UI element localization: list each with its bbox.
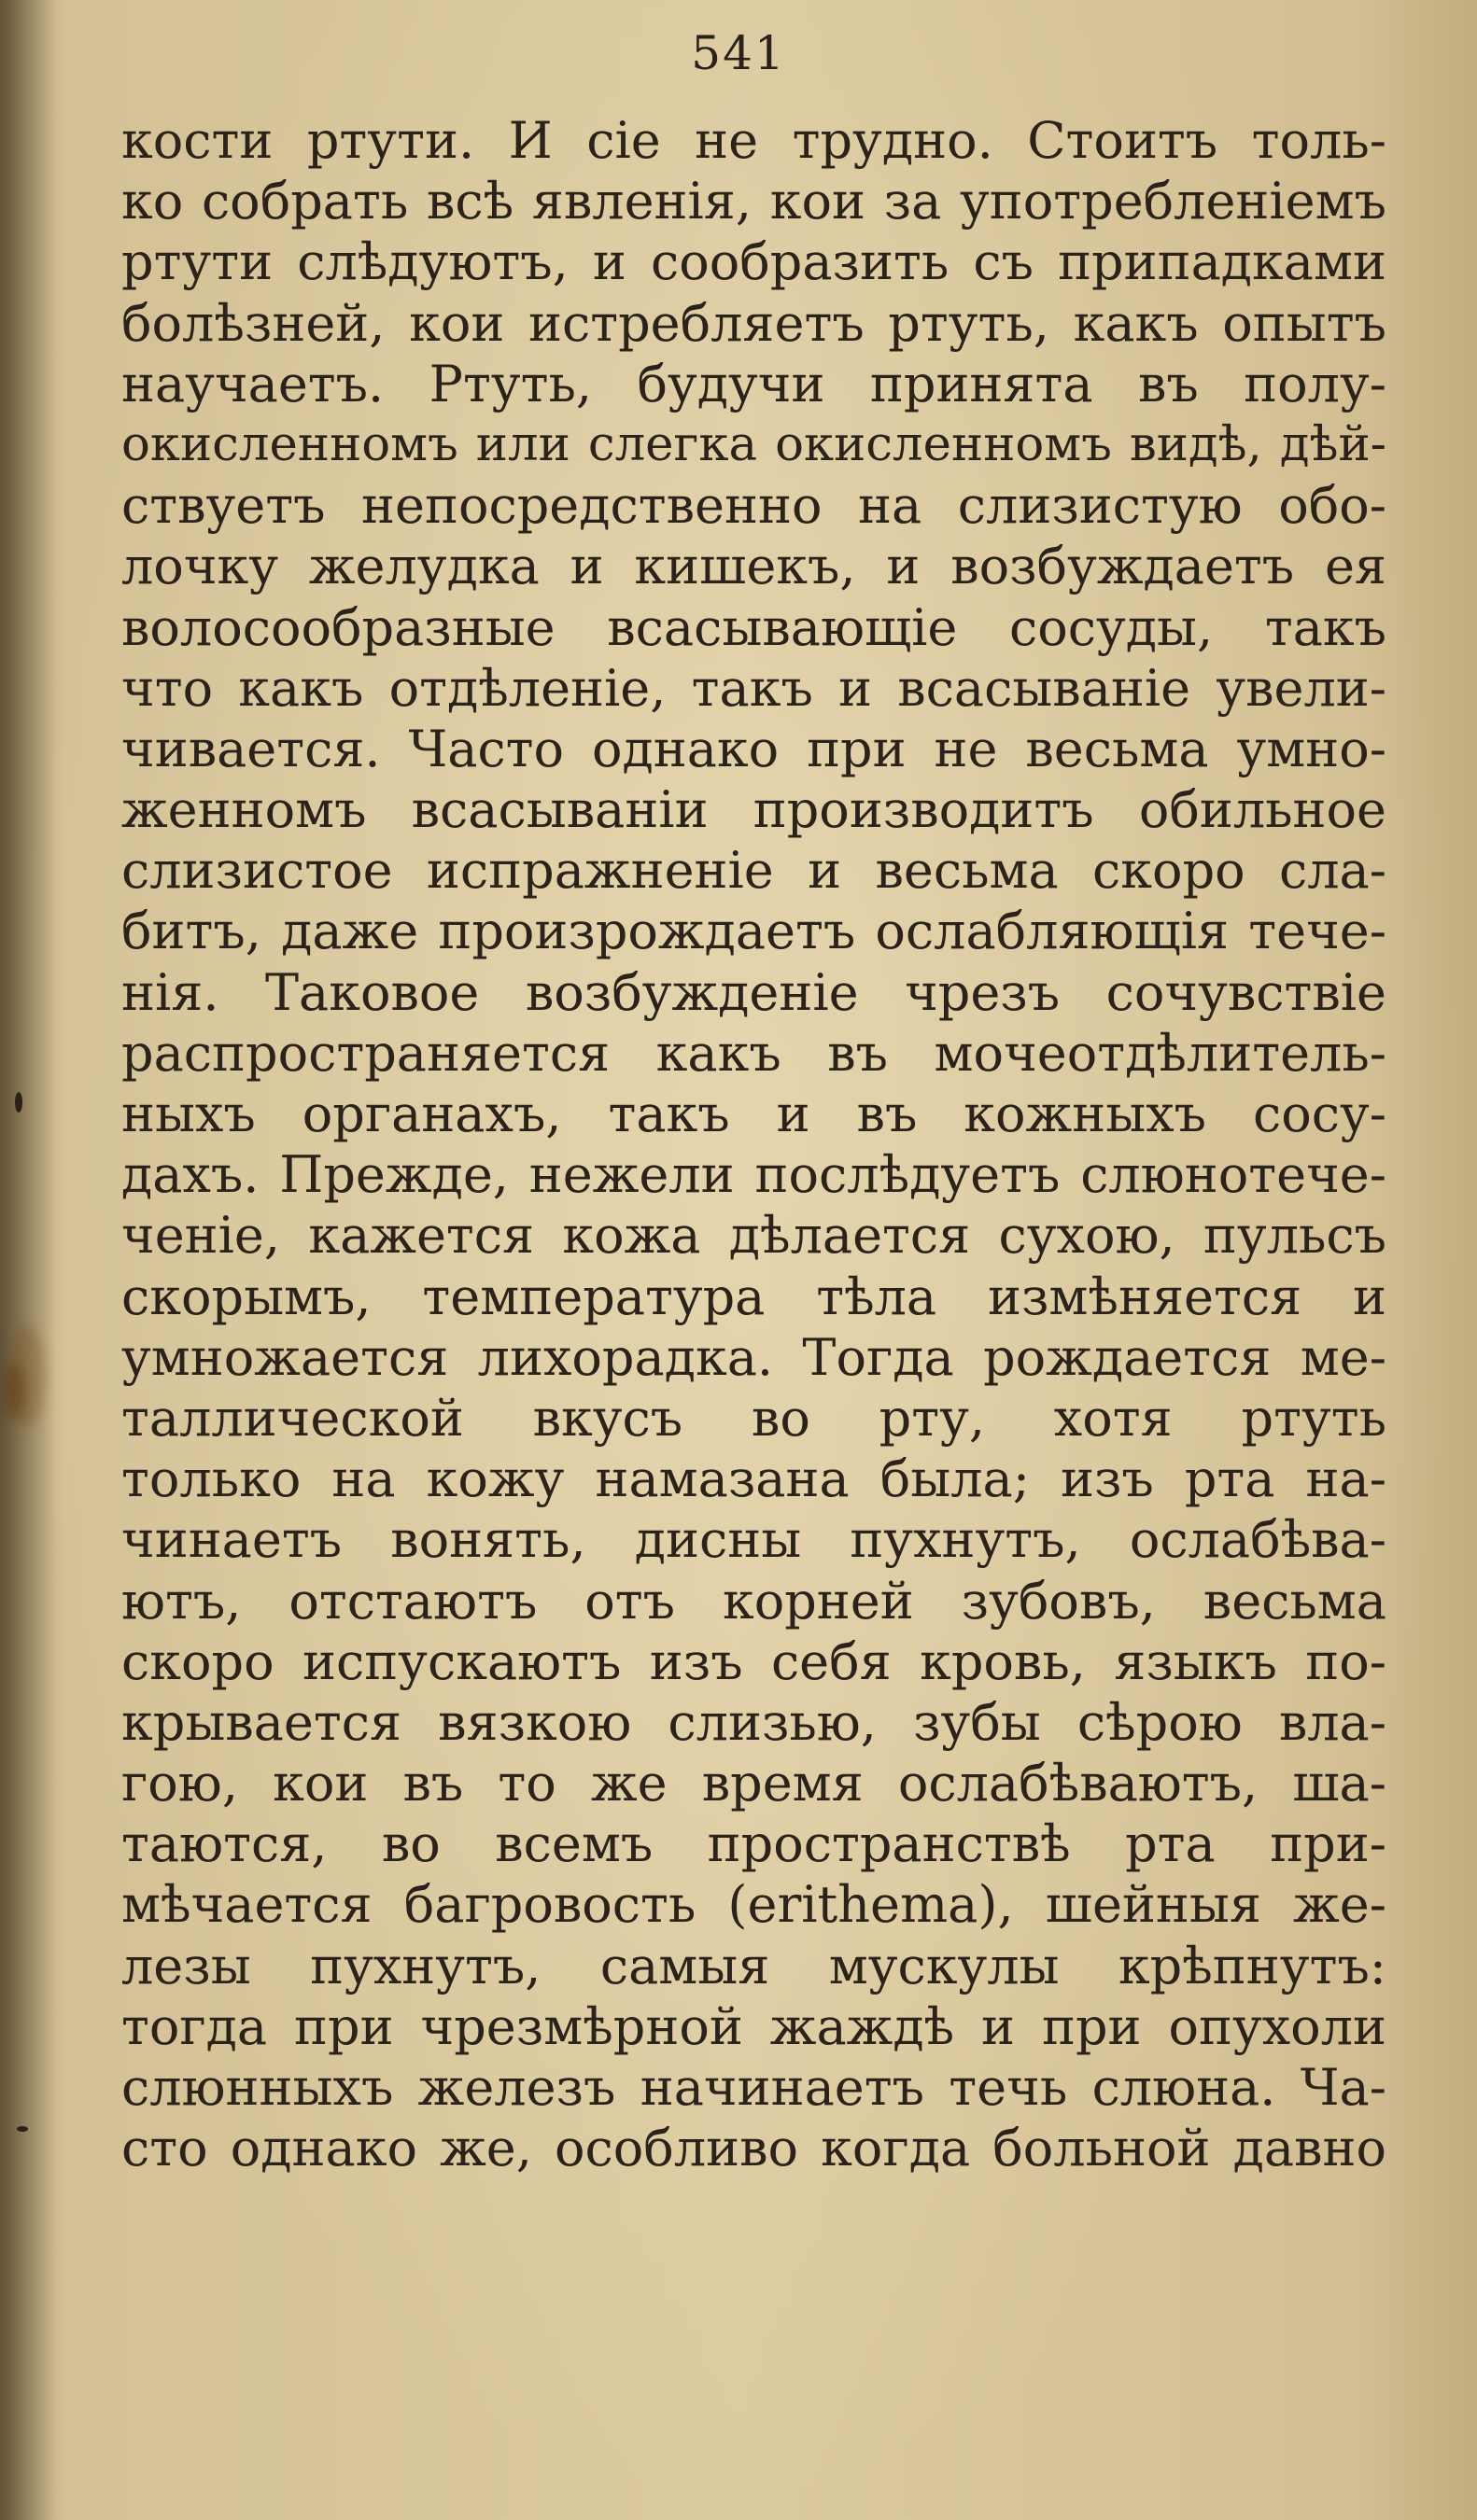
text-line: чивается. Часто однако при не весьма умно-	[121, 719, 1386, 778]
text-line: ко собрать всѣ явленія, кои за употребленіемъ	[121, 172, 1386, 231]
ink-dot	[15, 1092, 22, 1113]
text-line: окисленномъ или слегка окисленномъ видѣ, дѣй-	[121, 415, 1386, 472]
text-line: тогда при чрезмѣрной жаждѣ и при опухоли	[121, 1996, 1386, 2056]
text-line: таются, во всемъ пространствѣ рта при-	[121, 1814, 1386, 1874]
text-line: лезы пухнутъ, самыя мускулы крѣпнутъ:	[121, 1936, 1386, 1995]
text-line: кости ртути. И сіе не трудно. Стоитъ толь-	[121, 111, 1386, 170]
text-line: только на кожу намазана была; изъ рта на-	[121, 1449, 1386, 1509]
text-line: крывается вязкою слизью, зубы сѣрою вла-	[121, 1692, 1386, 1752]
ink-dot	[17, 2126, 28, 2132]
text-line: слюнныхъ железъ начинаетъ течь слюна. Ча-	[121, 2058, 1386, 2117]
text-line: научаетъ. Ртуть, будучи принята въ полу-	[121, 354, 1386, 413]
text-line: таллической вкусъ во рту, хотя ртуть	[121, 1388, 1386, 1448]
text-line: болѣзней, кои истребляетъ ртуть, какъ опытъ	[121, 293, 1386, 353]
text-line: битъ, даже произрождаетъ ослабляющія тече-	[121, 902, 1386, 961]
text-line: скоро испускаютъ изъ себя кровь, языкъ по-	[121, 1631, 1386, 1691]
text-line: ченіе, кажется кожа дѣлается сухою, пульсъ	[121, 1206, 1386, 1266]
text-line: женномъ всасываніи производитъ обильное	[121, 780, 1386, 840]
body-text	[121, 110, 1386, 2178]
text-line: чинаетъ вонять, дисны пухнутъ, ослабѣва-	[121, 1510, 1386, 1570]
text-line: дахъ. Прежде, нежели послѣдуетъ слюнотече-	[121, 1145, 1386, 1205]
text-line: лочку желудка и кишекъ, и возбуждаетъ ея	[121, 537, 1386, 596]
text-line: слизистое испражненіе и весьма скоро сла-	[121, 841, 1386, 901]
text-line: умножается лихорадка. Тогда рождается ме-	[121, 1327, 1386, 1387]
text-line: гою, кои въ то же время ослабѣваютъ, ша-	[121, 1754, 1386, 1813]
text-line: распространяется какъ въ мочеотдѣлитель-	[121, 1023, 1386, 1083]
text-line: ртути слѣдуютъ, и сообразить съ припадками	[121, 232, 1386, 292]
gutter-shadow	[0, 0, 56, 2520]
text-line: ныхъ органахъ, такъ и въ кожныхъ сосу-	[121, 1085, 1386, 1143]
text-line: сто однако же, особливо когда больной давно	[121, 2119, 1386, 2178]
text-line: что какъ отдѣленіе, такъ и всасываніе увели-	[121, 658, 1386, 718]
text-line: волосообразные всасывающіе сосуды, такъ	[121, 597, 1386, 657]
stain-spot	[2, 1363, 25, 1419]
text-line: мѣчается багровость (erithema), шейныя же-	[121, 1875, 1386, 1935]
text-line: скорымъ, температура тѣла измѣняется и	[121, 1267, 1386, 1326]
text-line: нія. Таковое возбужденіе чрезъ сочувствіе	[121, 962, 1386, 1022]
page-number: 541	[691, 26, 786, 80]
text-line: ствуетъ непосредственно на слизистую обо-	[121, 476, 1386, 536]
text-line: ютъ, отстаютъ отъ корней зубовъ, весьма	[121, 1571, 1386, 1631]
